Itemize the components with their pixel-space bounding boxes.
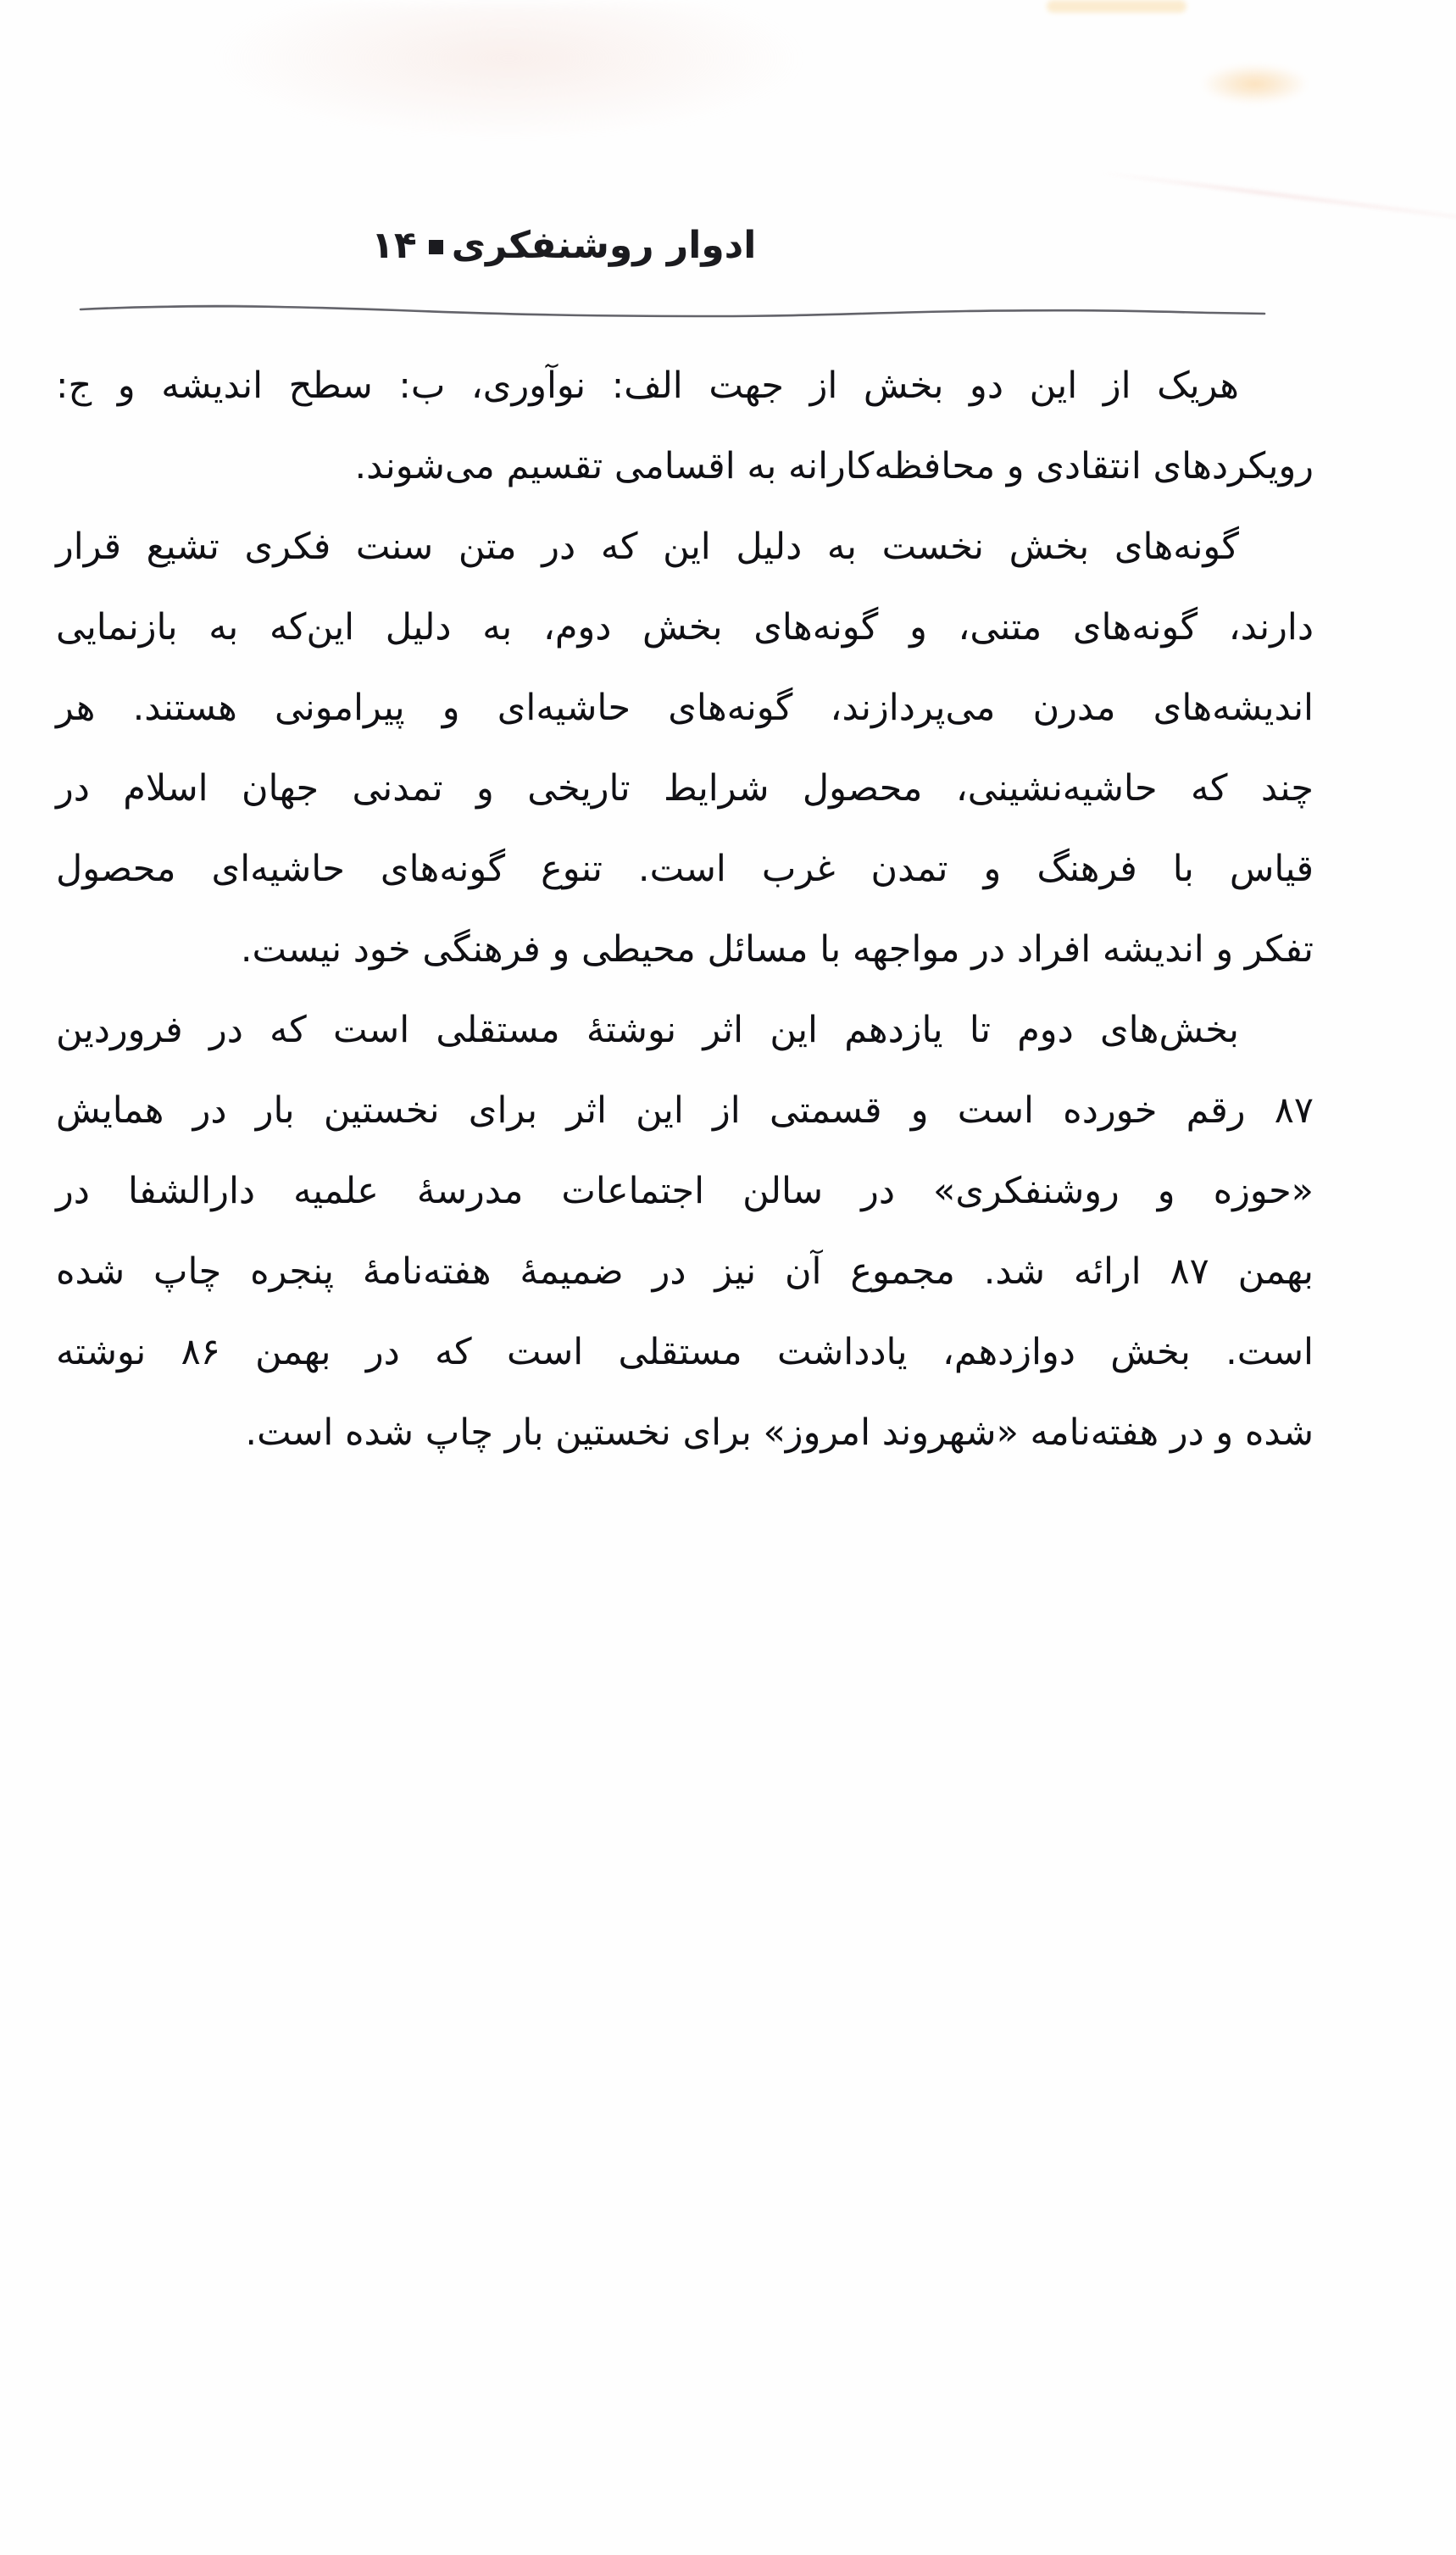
body-text	[56, 346, 1314, 1473]
text-line: «حوزه و روشنفکری» در سالن اجتماعات مدرسهٔ علمیه دارالشفا در	[56, 1170, 1314, 1212]
text-line: رویکردهای انتقادی و محافظه‌کارانه به اقسامی تقسیم می‌شوند.	[354, 445, 1314, 487]
text-line: اندیشه‌های مدرن می‌پردازند، گونه‌های حاشیه‌ای و پیرامونی هستند. هر	[56, 687, 1314, 729]
text-line: بهمن ۸۷ ارائه شد. مجموع آن نیز در ضمیمهٔ هفته‌نامهٔ پنجره چاپ شده	[56, 1250, 1314, 1293]
header-rule	[0, 298, 1456, 327]
scan-stain	[1202, 64, 1308, 103]
text-line: دارند، گونه‌های متنی، و گونه‌های بخش دوم، به دلیل این‌که به بازنمایی	[56, 606, 1314, 648]
scan-stain	[1047, 0, 1186, 13]
text-line: تفکر و اندیشه افراد در مواجهه با مسائل محیطی و فرهنگی خود نیست.	[240, 928, 1314, 971]
running-header	[371, 224, 756, 267]
text-line: است. بخش دوازدهم، یادداشت مستقلی است که در بهمن ۸۶ نوشته	[56, 1331, 1314, 1373]
text-line: گونه‌های بخش نخست به دلیل این که در متن سنت فکری تشیع قرار	[56, 526, 1239, 568]
square-bullet-icon	[429, 240, 443, 254]
scan-stain	[212, 4, 805, 140]
text-line: بخش‌های دوم تا یازدهم این اثر نوشتهٔ مستقلی است که در فروردین	[56, 1009, 1239, 1051]
book-title: ادوار روشنفکری	[451, 224, 757, 267]
text-line: ۸۷ رقم خورده است و قسمتی از این اثر برای نخستین بار در همایش	[56, 1089, 1314, 1132]
text-line: شده و در هفته‌نامه «شهروند امروز» برای نخستین بار چاپ شده است.	[245, 1411, 1314, 1454]
text-line: چند که حاشیه‌نشینی، محصول شرایط تاریخی و تمدنی جهان اسلام در	[56, 767, 1314, 810]
page-number: ۱۴	[371, 224, 417, 267]
text-line: قیاس با فرهنگ و تمدن غرب است. تنوع گونه‌های حاشیه‌ای محصول	[56, 848, 1314, 890]
scan-stain	[1098, 171, 1456, 219]
text-line: هریک از این دو بخش از جهت الف: نوآوری، ب: سطح اندیشه و ج:	[56, 365, 1239, 407]
